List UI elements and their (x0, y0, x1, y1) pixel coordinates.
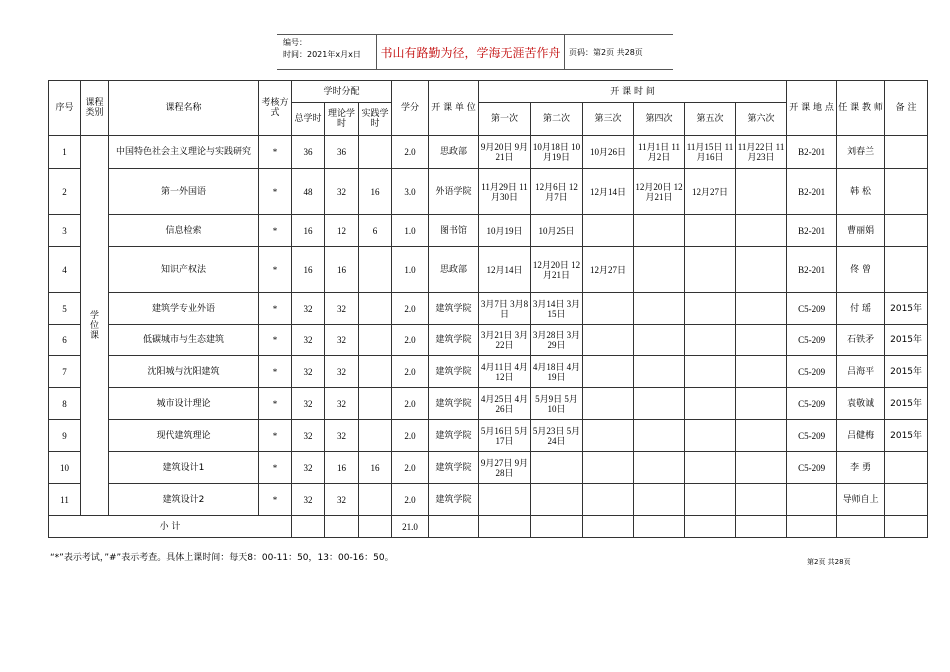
cell-t3 (583, 356, 634, 388)
cell-t5 (685, 247, 736, 293)
cell-total: 48 (292, 169, 325, 215)
cell-remark: 2015年 (885, 356, 928, 388)
cell-name: 第一外国语 (109, 169, 259, 215)
cell-t6 (736, 356, 787, 388)
cell-t1: 11月29日 11月30日 (479, 169, 531, 215)
cell-loc (787, 484, 837, 516)
cell-theory: 32 (325, 325, 359, 356)
cell-loc: C5-209 (787, 293, 837, 325)
th-teacher: 任 课 教 师 (837, 81, 885, 136)
cell-exam: * (259, 325, 292, 356)
cell-teacher: 导师自上 (837, 484, 885, 516)
cell-remark (885, 169, 928, 215)
cell-t6 (736, 484, 787, 516)
th-time-4: 第四次 (634, 103, 685, 136)
cell-t3 (583, 452, 634, 484)
cell-t6 (736, 420, 787, 452)
empty-cell (531, 516, 583, 538)
cell-teacher: 吕海平 (837, 356, 885, 388)
page-header (277, 34, 673, 70)
cell-t2: 5月9日 5月10日 (531, 388, 583, 420)
table-row (49, 136, 928, 169)
cell-seq: 5 (49, 293, 81, 325)
cell-unit: 思政部 (429, 247, 479, 293)
cell-practice (359, 388, 392, 420)
cell-t3 (583, 293, 634, 325)
cell-loc: C5-209 (787, 420, 837, 452)
cell-unit: 建筑学院 (429, 420, 479, 452)
cell-t2: 3月14日 3月15日 (531, 293, 583, 325)
cell-t1: 12月14日 (479, 247, 531, 293)
cell-theory (325, 516, 359, 538)
cell-t1: 4月11日 4月12日 (479, 356, 531, 388)
table-row (49, 356, 928, 388)
cell-unit: 建筑学院 (429, 388, 479, 420)
cell-t5 (685, 325, 736, 356)
cell-theory: 32 (325, 293, 359, 325)
empty-cell (736, 516, 787, 538)
cell-teacher: 袁敬诚 (837, 388, 885, 420)
cell-exam: * (259, 356, 292, 388)
cell-t4 (634, 484, 685, 516)
cell-t6 (736, 388, 787, 420)
cell-unit: 建筑学院 (429, 356, 479, 388)
cell-remark (885, 215, 928, 247)
cell-practice (359, 356, 392, 388)
table-row (49, 293, 928, 325)
cell-t5 (685, 388, 736, 420)
category-char: 课 (89, 330, 99, 341)
course-table (48, 80, 928, 538)
cell-t4 (634, 356, 685, 388)
cell-loc: B2-201 (787, 247, 837, 293)
cell-total: 32 (292, 356, 325, 388)
cell-exam: * (259, 247, 292, 293)
cell-t5 (685, 215, 736, 247)
th-unit: 开 课 单 位 (429, 81, 479, 136)
cell-t3: 12月27日 (583, 247, 634, 293)
cell-total: 36 (292, 136, 325, 169)
header-slogan: 书山有路勤为径，学海无涯苦作舟 (377, 35, 565, 69)
cell-credit: 2.0 (392, 325, 429, 356)
cell-t6: 11月22日 11月23日 (736, 136, 787, 169)
cell-unit: 外语学院 (429, 169, 479, 215)
th-exam: 考核方式 (259, 81, 292, 136)
cell-credit: 3.0 (392, 169, 429, 215)
th-schedule: 开 课 时 间 (479, 81, 787, 103)
cell-loc: B2-201 (787, 136, 837, 169)
cell-theory: 32 (325, 420, 359, 452)
cell-t4: 11月1日 11月2日 (634, 136, 685, 169)
cell-total: 32 (292, 293, 325, 325)
cell-t1: 5月16日 5月17日 (479, 420, 531, 452)
cell-remark: 2015年 (885, 388, 928, 420)
cell-seq: 4 (49, 247, 81, 293)
subtotal-credit: 21.0 (392, 516, 429, 538)
cell-loc: B2-201 (787, 169, 837, 215)
cell-seq: 8 (49, 388, 81, 420)
cell-t4 (634, 420, 685, 452)
cell-total (292, 516, 325, 538)
th-time-1: 第一次 (479, 103, 531, 136)
cell-theory: 32 (325, 484, 359, 516)
cell-unit: 建筑学院 (429, 325, 479, 356)
cell-name: 现代建筑理论 (109, 420, 259, 452)
cell-t1: 4月25日 4月26日 (479, 388, 531, 420)
page-footer: 第2页 共28页 (807, 558, 851, 566)
cell-practice (359, 516, 392, 538)
cell-theory: 12 (325, 215, 359, 247)
cell-t5 (685, 420, 736, 452)
th-time-6: 第六次 (736, 103, 787, 136)
cell-t5 (685, 452, 736, 484)
cell-t2: 3月28日 3月29日 (531, 325, 583, 356)
header-meta (277, 35, 377, 69)
cell-teacher: 佟 曾 (837, 247, 885, 293)
cell-teacher: 李 勇 (837, 452, 885, 484)
th-credit: 学分 (392, 81, 429, 136)
cell-name: 建筑学专业外语 (109, 293, 259, 325)
cell-credit: 1.0 (392, 215, 429, 247)
subtotal-label: 小 计 (49, 516, 292, 538)
cell-credit: 2.0 (392, 420, 429, 452)
cell-name: 建筑设计2 (109, 484, 259, 516)
cell-t3 (583, 420, 634, 452)
cell-t1: 9月20日 9月21日 (479, 136, 531, 169)
cell-seq: 1 (49, 136, 81, 169)
table-row (49, 325, 928, 356)
cell-total: 32 (292, 420, 325, 452)
cell-total: 32 (292, 388, 325, 420)
cell-t3: 10月26日 (583, 136, 634, 169)
category-char: 位 (89, 320, 99, 331)
table-row (49, 452, 928, 484)
cell-name: 低碳城市与生态建筑 (109, 325, 259, 356)
cell-t3: 12月14日 (583, 169, 634, 215)
cell-practice (359, 325, 392, 356)
cell-unit: 思政部 (429, 136, 479, 169)
cell-unit: 建筑学院 (429, 484, 479, 516)
cell-t4 (634, 293, 685, 325)
cell-t5: 11月15日 11月16日 (685, 136, 736, 169)
th-practice: 实践学时 (359, 103, 392, 136)
empty-cell (479, 516, 531, 538)
cell-unit: 建筑学院 (429, 293, 479, 325)
cell-credit: 2.0 (392, 452, 429, 484)
th-category: 课程类别 (81, 81, 109, 136)
header-page: 页码：第2页 共28页 (569, 47, 643, 57)
cell-t6 (736, 215, 787, 247)
cell-seq: 3 (49, 215, 81, 247)
cell-remark (885, 136, 928, 169)
th-total: 总学时 (292, 103, 325, 136)
cell-t2 (531, 452, 583, 484)
cell-remark (885, 484, 928, 516)
cell-t5 (685, 484, 736, 516)
cell-loc: B2-201 (787, 215, 837, 247)
cell-seq: 10 (49, 452, 81, 484)
cell-teacher: 付 瑶 (837, 293, 885, 325)
subtotal-row (49, 516, 928, 538)
cell-t3 (583, 388, 634, 420)
cell-seq: 2 (49, 169, 81, 215)
th-location: 开 课 地 点 (787, 81, 837, 136)
cell-total: 32 (292, 325, 325, 356)
cell-total: 32 (292, 452, 325, 484)
cell-t2: 5月23日 5月24日 (531, 420, 583, 452)
cell-theory: 32 (325, 388, 359, 420)
cell-teacher: 韩 松 (837, 169, 885, 215)
cell-t6 (736, 169, 787, 215)
cell-exam: * (259, 136, 292, 169)
cell-t2: 10月18日 10月19日 (531, 136, 583, 169)
cell-exam: * (259, 169, 292, 215)
table-row (49, 420, 928, 452)
cell-t5 (685, 293, 736, 325)
cell-name: 知识产权法 (109, 247, 259, 293)
cell-credit: 2.0 (392, 356, 429, 388)
cell-t4 (634, 247, 685, 293)
cell-t1 (479, 484, 531, 516)
cell-credit: 2.0 (392, 388, 429, 420)
cell-loc: C5-209 (787, 325, 837, 356)
cell-exam: * (259, 484, 292, 516)
cell-total: 16 (292, 215, 325, 247)
empty-cell (787, 516, 837, 538)
header-bianhao: 编号： (283, 38, 307, 47)
cell-total: 32 (292, 484, 325, 516)
cell-t1: 3月7日 3月8日 (479, 293, 531, 325)
cell-remark: 2015年 (885, 293, 928, 325)
th-remark: 备 注 (885, 81, 928, 136)
empty-cell (583, 516, 634, 538)
th-seq: 序号 (49, 81, 81, 136)
cell-practice: 16 (359, 452, 392, 484)
cell-practice (359, 293, 392, 325)
cell-seq: 6 (49, 325, 81, 356)
cell-seq: 11 (49, 484, 81, 516)
cell-loc: C5-209 (787, 388, 837, 420)
th-name: 课程名称 (109, 81, 259, 136)
empty-cell (685, 516, 736, 538)
cell-t2: 4月18日 4月19日 (531, 356, 583, 388)
cell-name: 沈阳城与沈阳建筑 (109, 356, 259, 388)
cell-total: 16 (292, 247, 325, 293)
cell-exam: * (259, 215, 292, 247)
cell-practice (359, 420, 392, 452)
cell-t2: 12月6日 12月7日 (531, 169, 583, 215)
table-row (49, 215, 928, 247)
cell-t2 (531, 484, 583, 516)
cell-t2: 10月25日 (531, 215, 583, 247)
cell-practice: 6 (359, 215, 392, 247)
cell-name: 中国特色社会主义理论与实践研究 (109, 136, 259, 169)
cell-t4 (634, 215, 685, 247)
cell-t3 (583, 215, 634, 247)
cell-loc: C5-209 (787, 452, 837, 484)
cell-teacher: 刘春兰 (837, 136, 885, 169)
empty-cell (429, 516, 479, 538)
cell-theory: 32 (325, 356, 359, 388)
cell-seq: 7 (49, 356, 81, 388)
empty-cell (885, 516, 928, 538)
cell-unit: 建筑学院 (429, 452, 479, 484)
cell-t4 (634, 452, 685, 484)
cell-name: 信息检索 (109, 215, 259, 247)
cell-theory: 32 (325, 169, 359, 215)
th-time-5: 第五次 (685, 103, 736, 136)
cell-theory: 16 (325, 247, 359, 293)
th-theory: 理论学时 (325, 103, 359, 136)
cell-t5 (685, 356, 736, 388)
cell-remark: 2015年 (885, 420, 928, 452)
footnote: “*”表示考试，”#”表示考查。具体上课时间：每天8：00-11：50，13：00-16：50。 (50, 553, 394, 563)
cell-t1: 10月19日 (479, 215, 531, 247)
cell-theory: 16 (325, 452, 359, 484)
table-row (49, 169, 928, 215)
cell-t5: 12月27日 (685, 169, 736, 215)
cell-t4: 12月20日 12月21日 (634, 169, 685, 215)
cell-t1: 3月21日 3月22日 (479, 325, 531, 356)
cell-t4 (634, 388, 685, 420)
cell-t6 (736, 247, 787, 293)
cell-unit: 图书馆 (429, 215, 479, 247)
cell-t6 (736, 293, 787, 325)
category-cell (81, 136, 109, 516)
cell-t1: 9月27日 9月28日 (479, 452, 531, 484)
cell-t3 (583, 325, 634, 356)
cell-teacher: 石铁矛 (837, 325, 885, 356)
cell-exam: * (259, 452, 292, 484)
cell-seq: 9 (49, 420, 81, 452)
cell-credit: 1.0 (392, 247, 429, 293)
cell-practice: 16 (359, 169, 392, 215)
cell-remark: 2015年 (885, 325, 928, 356)
cell-remark (885, 247, 928, 293)
cell-credit: 2.0 (392, 136, 429, 169)
th-time-2: 第二次 (531, 103, 583, 136)
cell-t2: 12月20日 12月21日 (531, 247, 583, 293)
cell-exam: * (259, 420, 292, 452)
cell-teacher: 吕健梅 (837, 420, 885, 452)
cell-practice (359, 136, 392, 169)
cell-t6 (736, 325, 787, 356)
cell-theory: 36 (325, 136, 359, 169)
cell-exam: * (259, 388, 292, 420)
category-char: 学 (89, 310, 99, 321)
cell-loc: C5-209 (787, 356, 837, 388)
cell-teacher: 曹丽娟 (837, 215, 885, 247)
empty-cell (837, 516, 885, 538)
th-hours: 学时分配 (292, 81, 392, 103)
cell-practice (359, 247, 392, 293)
cell-t6 (736, 452, 787, 484)
cell-name: 城市设计理论 (109, 388, 259, 420)
cell-remark (885, 452, 928, 484)
cell-exam: * (259, 293, 292, 325)
cell-name: 建筑设计1 (109, 452, 259, 484)
cell-credit: 2.0 (392, 293, 429, 325)
empty-cell (634, 516, 685, 538)
table-row (49, 388, 928, 420)
cell-t3 (583, 484, 634, 516)
table-row (49, 247, 928, 293)
th-time-3: 第三次 (583, 103, 634, 136)
cell-practice (359, 484, 392, 516)
cell-credit: 2.0 (392, 484, 429, 516)
table-row (49, 484, 928, 516)
cell-t4 (634, 325, 685, 356)
header-time: 时间：2021年x月x日 (283, 50, 361, 59)
